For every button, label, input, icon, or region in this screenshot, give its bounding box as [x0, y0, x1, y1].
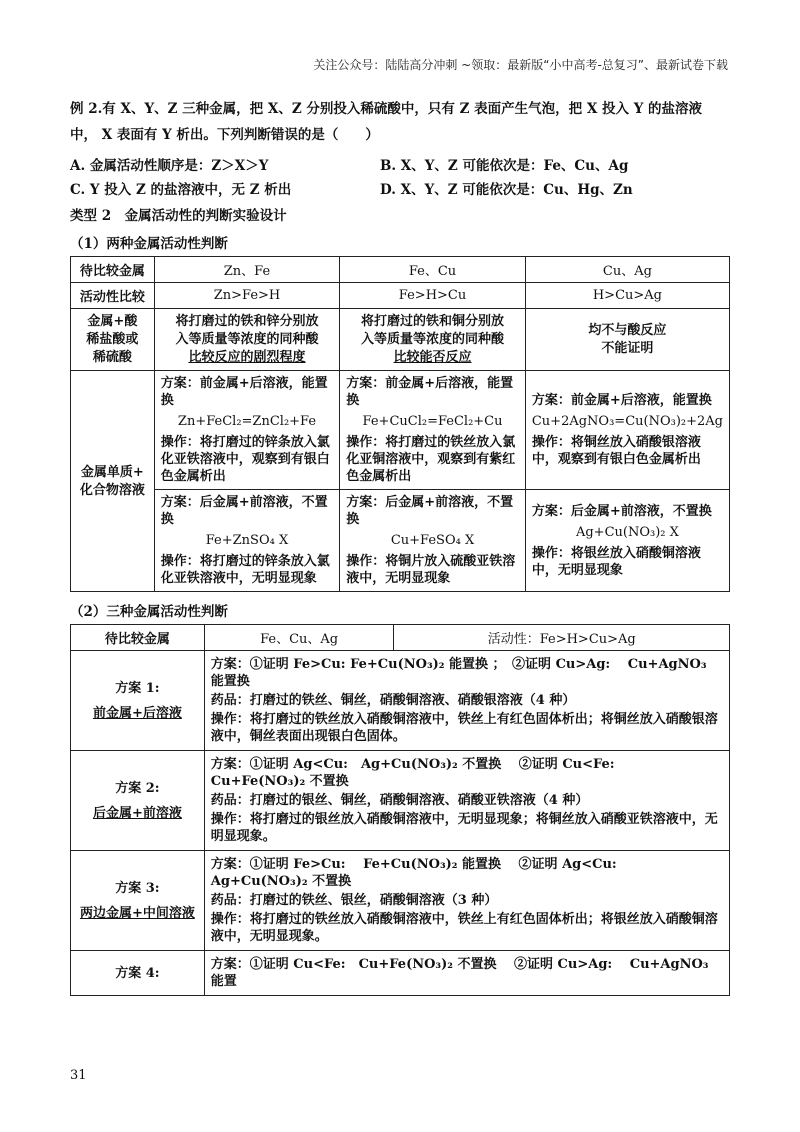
table-row [71, 625, 730, 651]
option-c: C. Y 投入 Z 的盐溶液中，无 Z 析出 [70, 182, 292, 198]
equation: Ag+Cu(NO₃)₂ X [575, 524, 679, 540]
acid-line: 将打磨过的铁和锌分别放 [175, 314, 319, 329]
row-header-acid-line: 金属+酸 [87, 314, 138, 329]
drugs-text: 药品：打磨过的铁丝、铜丝，硝酸铜溶液、硝酸银溶液（4 种） [210, 693, 576, 708]
option-b: B. X、Y、Z 可能依次是：Fe、Cu、Ag [380, 158, 629, 174]
plan-name: 方案 2: [115, 780, 160, 796]
activity-2: Fe>H>Cu [340, 283, 526, 309]
table-row [71, 257, 730, 283]
plan-text: 方案：后金属+前溶液，不置换 [531, 503, 712, 519]
row-header-salt-line: 化合物溶液 [79, 482, 145, 498]
option-d: D. X、Y、Z 可能依次是：Cu、Hg、Zn [380, 182, 633, 198]
metal-pair-1: Zn、Fe [154, 257, 339, 283]
plan-text: 方案：后金属+前溶液，不置换 [346, 495, 514, 527]
acid-line: 不能证明 [601, 341, 654, 356]
plan-text: 方案：前金属+后溶液，能置换 [160, 376, 328, 408]
header-label: 待比较金属 [71, 625, 205, 651]
plan-b-cell-3 [525, 490, 729, 592]
operation-text: 操作：将打磨过的银丝放入硝酸铜溶液中，无明显现象；将铜丝放入硝酸亚铁溶液中，无明显现象。 [210, 812, 718, 844]
plan-desc: 两边金属+中间溶液 [79, 905, 195, 921]
acid-cell-2 [340, 309, 526, 371]
operation-text: 操作：将打磨过的锌条放入氯化亚铁溶液中，观察到有银白色金属析出 [160, 435, 330, 484]
metal-pair-3: Cu、Ag [525, 257, 729, 283]
equation: Fe+ZnSO₄ X [205, 533, 289, 548]
row-header-activity: 活动性比较 [71, 283, 155, 309]
table-row [71, 309, 730, 371]
table-row [71, 851, 730, 951]
operation-text: 操作：将铜片放入硫酸亚铁溶液中，无明显现象 [346, 554, 516, 586]
plan-name: 方案 3: [115, 880, 160, 896]
acid-cell-3 [525, 309, 729, 371]
plan-name: 方案 1: [115, 680, 160, 696]
row-header-salt [71, 371, 155, 592]
operation-text: 操作：将铜丝放入硝酸银溶液中，观察到有银白色金属析出 [531, 435, 701, 467]
equation: Zn+FeCl₂=ZnCl₂+Fe [177, 414, 317, 429]
header-metals: Fe、Cu、Ag [204, 625, 394, 651]
plan-2-label [71, 751, 205, 851]
activity-1: Zn>Fe>H [154, 283, 339, 309]
page-content [70, 96, 730, 996]
plan-2-body [204, 751, 729, 851]
section1-title: （1）两种金属活动性判断 [70, 236, 228, 252]
acid-line: 入等质量等浓度的同种酸 [175, 332, 319, 347]
section2-title: （2）三种金属活动性判断 [70, 604, 228, 620]
header-activity: 活动性：Fe>H>Cu>Ag [394, 625, 730, 651]
plan-b-cell-1 [154, 490, 339, 592]
plan-3-label [71, 851, 205, 951]
table-row [71, 651, 730, 751]
plan-b-cell-2 [340, 490, 526, 592]
operation-text: 操作：将打磨过的锌条放入氯化亚铁溶液中，无明显现象 [160, 554, 330, 586]
equation: Cu+FeSO₄ X [390, 533, 475, 548]
answer-options [70, 154, 730, 198]
acid-cell-1 [154, 309, 339, 371]
row-header-acid [71, 309, 155, 371]
plan-1-body [204, 651, 729, 751]
operation-text: 操作：将银丝放入硝酸铜溶液中，无明显现象 [531, 545, 701, 578]
two-metal-table [70, 256, 730, 592]
operation-text: 操作：将打磨过的铁丝放入硝酸铜溶液中，铁丝上有红色固体析出；将铜丝放入硝酸银溶液中，铜丝表面出现银白色固体。 [210, 712, 718, 744]
drugs-text: 药品：打磨过的银丝、铜丝，硝酸铜溶液、硝酸亚铁溶液（4 种） [210, 793, 589, 808]
metal-pair-2: Fe、Cu [340, 257, 526, 283]
acid-line: 比较反应的剧烈程度 [188, 350, 306, 365]
page-header: 关注公众号：陆陆高分冲刺 ~领取：最新版“小中高考-总复习”、最新试卷下载 [313, 58, 728, 72]
plan-a-cell-2 [340, 371, 526, 490]
plan-text: 方案：①证明 Ag<Cu: Ag+Cu(NO₃)₂ 不置换 ②证明 Cu<Fe: Cu+Fe(NO₃)₂ 不置换 [210, 757, 633, 789]
acid-line: 比较能否反应 [393, 350, 472, 365]
row-header-acid-line: 稀盐酸或 [86, 332, 139, 347]
option-a: A. 金属活动性顺序是：Z＞X＞Y [70, 158, 269, 174]
three-metal-table [70, 624, 730, 996]
plan-text: 方案：后金属+前溶液，不置换 [160, 495, 328, 527]
plan-text: 方案：①证明 Fe>Cu: Fe+Cu(NO₃)₂ 能置换 ； ②证明 Cu>Ag: Cu+AgNO₃ 能置换 [210, 657, 707, 689]
plan-text: 方案：前金属+后溶液，能置换 [531, 393, 712, 408]
equation: Fe+CuCl₂=FeCl₂+Cu [362, 414, 503, 429]
table-row [71, 490, 730, 592]
plan-4-label [71, 951, 205, 996]
question-line-1: 例 2.有 X、Y、Z 三种金属，把 X、Z 分别投入稀硫酸中，只有 Z 表面产生气泡，把 X 投入 Y 的盐溶液 [70, 101, 703, 117]
question-line-2: 中， X 表面有 Y 析出。下列判断错误的是（ ） [70, 127, 379, 143]
table-row [71, 751, 730, 851]
plan-desc: 前金属+后溶液 [92, 705, 182, 721]
plan-1-label [71, 651, 205, 751]
row-header-metals: 待比较金属 [71, 257, 155, 283]
plan-text: 方案：①证明 Fe>Cu: Fe+Cu(NO₃)₂ 能置换 ②证明 Ag<Cu: Ag+Cu(NO₃)₂ 不置换 [210, 857, 635, 889]
plan-text: 方案：前金属+后溶液，能置换 [346, 376, 514, 408]
table-row [71, 283, 730, 309]
operation-text: 操作：将打磨过的铁丝放入硝酸铜溶液中，铁丝上有红色固体析出；将银丝放入硝酸铜溶液中，无明显现象。 [210, 912, 718, 944]
plan-desc: 后金属+前溶液 [92, 805, 182, 821]
row-header-acid-line: 稀硫酸 [92, 350, 132, 365]
plan-a-cell-3 [525, 371, 729, 490]
plan-3-body [204, 851, 729, 951]
plan-a-cell-1 [154, 371, 339, 490]
table-row [71, 951, 730, 996]
type-heading: 类型 2 金属活动性的判断实验设计 [70, 208, 287, 224]
acid-line: 将打磨过的铁和铜分别放 [361, 314, 505, 329]
plan-name: 方案 4: [115, 965, 160, 981]
acid-line: 入等质量等浓度的同种酸 [361, 332, 505, 347]
plan-4-body [204, 951, 729, 996]
table-row [71, 371, 730, 490]
equation: Cu+2AgNO₃=Cu(NO₃)₂+2Ag [531, 414, 723, 429]
plan-text: 方案：①证明 Cu<Fe: Cu+Fe(NO₃)₂ 不置换 ②证明 Cu>Ag: Cu+AgNO₃ 能置 [210, 957, 709, 989]
drugs-text: 药品：打磨过的铁丝、银丝，硝酸铜溶液（3 种） [210, 893, 498, 908]
operation-text: 操作：将打磨过的铁丝放入氯化亚铜溶液中，观察到有紫红色金属析出 [346, 435, 516, 484]
acid-line: 均不与酸反应 [588, 323, 667, 338]
row-header-salt-line: 金属单质+ [80, 464, 144, 480]
activity-3: H>Cu>Ag [525, 283, 729, 309]
page-number: 31 [70, 1068, 87, 1083]
